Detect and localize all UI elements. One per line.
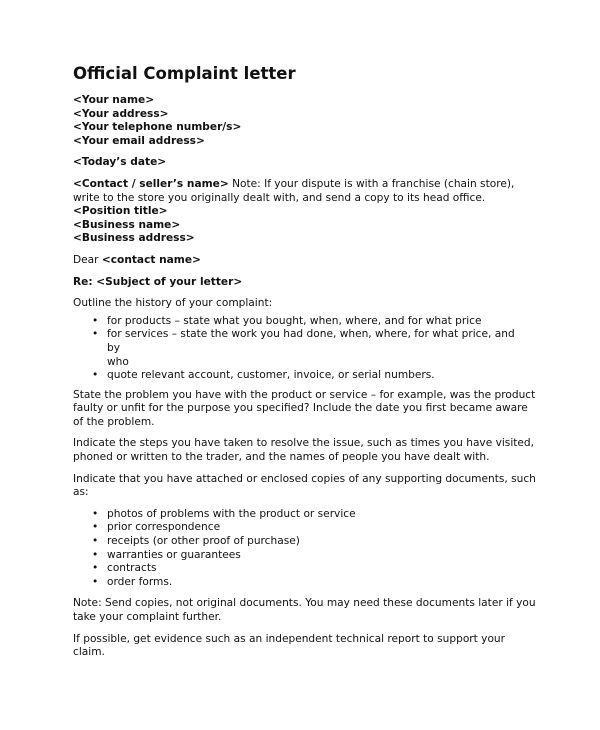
problem-paragraph: State the problem you have with the product or service – for example, was the product faulty or unfit for the purpose you specified? Include the date you first became aware of the problem. <box>73 388 536 428</box>
bullet-icon: • <box>92 521 99 534</box>
sender-name: <Your name> <box>73 94 155 106</box>
list-item: • warranties or guarantees <box>92 548 241 561</box>
list-item: • receipts (or other proof of purchase) <box>92 535 300 548</box>
documents-list <box>73 508 530 590</box>
note-paragraph: Note: Send copies, not original documents. You may need these documents later if you take your complaint further. <box>73 597 536 623</box>
bullet-icon: • <box>92 535 99 548</box>
salutation-dear: Dear <box>73 253 102 266</box>
attached-paragraph: Indicate that you have attached or enclosed copies of any supporting documents, such as: <box>73 472 536 499</box>
subject-line: Re: <Subject of your letter> <box>73 275 243 288</box>
bullet-icon: • <box>92 548 99 561</box>
steps-paragraph: Indicate the steps you have taken to resolve the issue, such as times you have visited, phoned or written to the trader, and the names of people you have dealt with. <box>73 437 535 464</box>
franchise-note: Note: If your dispute is with a franchise (chain store), <box>228 177 515 190</box>
history-intro: Outline the history of your complaint: <box>73 297 273 310</box>
recipient-block <box>73 178 530 246</box>
history-list <box>73 315 530 383</box>
list-item: • for services – state the work you had done, when, where, for what price, and by who <box>92 328 515 368</box>
bullet-icon: • <box>92 328 99 341</box>
salutation-contact-name: <contact name> <box>101 253 201 266</box>
list-item: • prior correspondence <box>92 521 221 534</box>
salutation <box>73 254 530 268</box>
list-item: • for products – state what you bought, when, where, and for what price <box>92 314 482 327</box>
bullet-icon: • <box>92 575 99 588</box>
bullet-icon: • <box>92 369 99 382</box>
sender-block <box>73 94 530 148</box>
list-item: • order forms. <box>92 575 173 588</box>
bullet-icon: • <box>92 562 99 575</box>
sender-email: <Your email address> <box>73 134 205 147</box>
bullet-icon: • <box>92 314 99 327</box>
position-title: <Position title> <box>73 205 168 218</box>
sender-telephone: <Your telephone number/s> <box>73 121 242 134</box>
sender-address: <Your address> <box>73 107 169 120</box>
todays-date: <Today’s date> <box>73 156 167 169</box>
contact-seller-name: <Contact / seller’s name> <box>73 177 229 190</box>
franchise-note-cont: write to the store you originally dealt with, and send a copy to its head office. <box>73 191 486 204</box>
bullet-icon: • <box>92 507 99 520</box>
business-address: <Business address> <box>73 232 195 245</box>
evidence-paragraph: If possible, get evidence such as an independent technical report to support your claim. <box>73 632 505 659</box>
list-item: • contracts <box>92 562 157 575</box>
date-line <box>73 156 530 170</box>
business-name: <Business name> <box>73 218 181 231</box>
document-title: Official Complaint letter <box>73 64 296 83</box>
recipient-contact-line <box>73 178 530 192</box>
list-item: • photos of problems with the product or service <box>92 507 356 520</box>
list-item: • quote relevant account, customer, invoice, or serial numbers. <box>92 369 435 382</box>
